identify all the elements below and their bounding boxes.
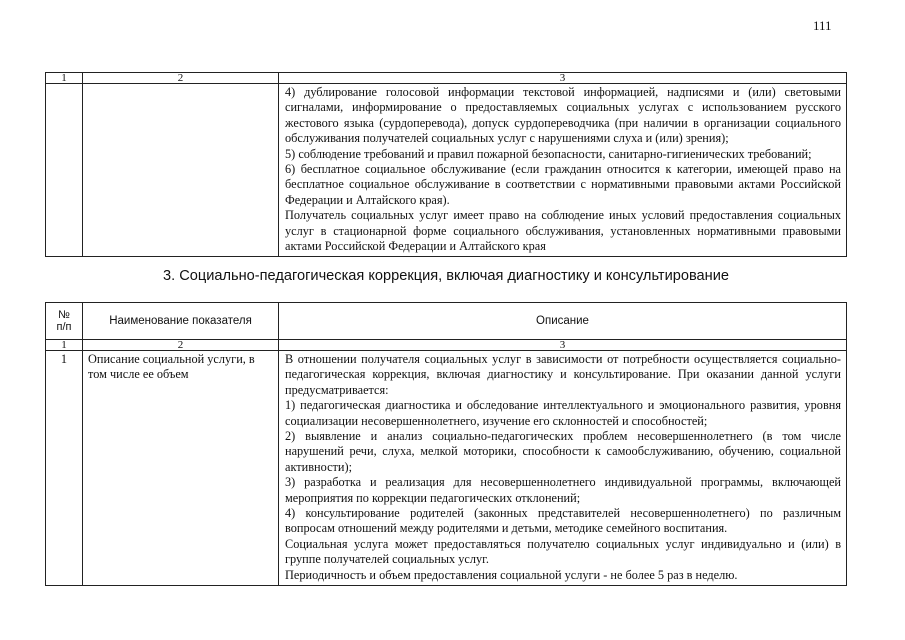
- description-paragraph: 6) бесплатное социальное обслуживание (если гражданин относится к категории, имеющей право на бесплатное социальное обслуживание в соответствии с нормативными правовыми актами Российской Федерации и Алтайского края).: [285, 162, 841, 207]
- description-paragraph: 3) разработка и реализация для несовершеннолетнего индивидуальной программы, включающей мероприятия по коррекции педагогических отклонений;: [285, 475, 841, 505]
- header-description: Описание: [279, 303, 847, 340]
- table-row: [46, 84, 847, 257]
- column-number: 3: [279, 73, 847, 84]
- column-number: 1: [46, 340, 83, 351]
- description-paragraph: В отношении получателя социальных услуг в зависимости от потребности осуществляется социально-педагогическая коррекция, включая диагностику и консультирование. При оказании данной услуги предусматривается:: [285, 352, 841, 397]
- header-indicator: Наименование показателя: [83, 303, 279, 340]
- description-paragraph: 4) консультирование родителей (законных представителей несовершеннолетнего) по различным вопросам отношений между родителями и детьми, методике семейного воспитания.: [285, 506, 841, 536]
- column-number-row: [46, 73, 847, 84]
- indicator-cell: [83, 84, 279, 257]
- description-paragraph: 4) дублирование голосовой информации текстовой информацией, надписями и (или) световыми сигналами, информирование о предоставляемых социальных услугах с использованием русского жестового языка (сурдоперевода), допуск сурдопереводчика (при наличии в организации социального обслуживания получателей социальных услуг с нарушениями слуха и (или) зрения);: [285, 85, 841, 146]
- table-row: [46, 351, 847, 586]
- description-paragraph: 5) соблюдение требований и правил пожарной безопасности, санитарно-гигиенических требований;: [285, 146, 812, 161]
- header-number-line: №: [58, 309, 70, 321]
- description-paragraph: Периодичность и объем предоставления социальной услуги - не более 5 раз в неделю.: [285, 567, 738, 582]
- number-cell: [46, 84, 83, 257]
- column-number: 2: [83, 73, 279, 84]
- description-cell: [279, 351, 847, 586]
- column-number: 2: [83, 340, 279, 351]
- section-heading: 3. Социально-педагогическая коррекция, включая диагностику и консультирование: [162, 268, 730, 284]
- service-table: [45, 302, 847, 586]
- continued-table: [45, 72, 847, 257]
- description-paragraph: 2) выявление и анализ социально-педагогических проблем несовершеннолетнего (в том числе нарушений речи, слуха, мелкой моторики, способности к самообслуживанию, обучению, социальной активности);: [285, 429, 841, 474]
- header-row: [46, 303, 847, 340]
- indicator-name: Описание социальной услуги, в том числе ее объем: [83, 351, 279, 586]
- description-paragraph: Получатель социальных услуг имеет право на соблюдение иных условий предоставления социальных услуг в стационарной форме социального обслуживания, установленных нормативными правовыми актами Российской Федерации и Алтайского края: [285, 208, 841, 254]
- header-number: [46, 303, 83, 340]
- description-paragraph: Социальная услуга может предоставляться получателю социальных услуг индивидуально и (или) в группе получателей социальных услуг.: [285, 536, 841, 567]
- column-number-row: [46, 340, 847, 351]
- column-number: 3: [279, 340, 847, 351]
- column-number: 1: [46, 73, 83, 84]
- description-paragraph: 1) педагогическая диагностика и обследование интеллектуального и эмоционального развития, уровня социализации несовершеннолетнего, изучение его склонностей и способностей;: [285, 398, 841, 428]
- page-number: 111: [813, 18, 832, 33]
- row-number: 1: [46, 351, 83, 586]
- description-cell: [279, 84, 847, 257]
- header-number-line: п/п: [56, 321, 72, 333]
